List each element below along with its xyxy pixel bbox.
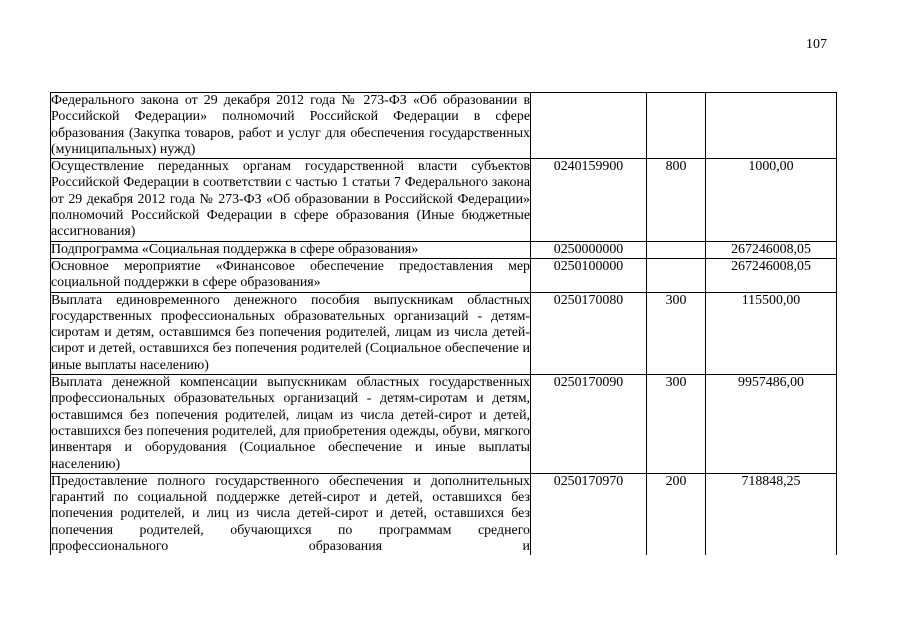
row-name: Федерального закона от 29 декабря 2012 года № 273-ФЗ «Об образовании в Российской Федерации» полномочий Российской Федерации в сфере образования (Закупка товаров, работ и услуг для обеспечения государственных (муниципальных) нужд) <box>51 93 530 157</box>
row-sum: 115500,00 <box>706 292 837 374</box>
table-row <box>51 258 837 292</box>
row-sum <box>706 93 837 159</box>
row-name: Осуществление переданных органам государственной власти субъектов Российской Федерации в соответствии с частью 1 статьи 7 Федерального закона от 29 декабря 2012 года № 273-ФЗ «Об образовании в Российской Федерации» полномочий Российской Федерации в сфере образования (Иные бюджетные ассигнования) <box>51 159 530 240</box>
row-code: 0250170090 <box>531 375 647 474</box>
row-code: 0250170970 <box>531 473 647 555</box>
row-sum: 267246008,05 <box>706 258 837 292</box>
row-code: 0250000000 <box>531 241 647 258</box>
table-row <box>51 93 837 159</box>
row-code: 0250170080 <box>531 292 647 374</box>
row-kvr: 300 <box>647 375 706 474</box>
table-row <box>51 292 837 374</box>
row-name: Подпрограмма «Социальная поддержка в сфере образования» <box>51 241 531 258</box>
row-code: 0240159900 <box>531 159 647 241</box>
row-kvr: 300 <box>647 292 706 374</box>
page-number: 107 <box>806 37 827 52</box>
row-code: 0250100000 <box>531 258 647 292</box>
table-row <box>51 159 837 241</box>
row-name: Выплата денежной компенсации выпускникам областных государственных профессиональных образовательных организаций - детям-сиротам и детям, оставшимся без попечения родителей, лицам из числа детей-сирот и детей, оставшихся без попечения родителей, для приобретения одежды, обуви, мягкого инвентаря и оборудования (Социальное обеспечение и иные выплаты населению) <box>51 375 530 472</box>
table-row <box>51 241 837 258</box>
budget-table <box>50 92 837 555</box>
row-kvr <box>647 93 706 159</box>
table-row <box>51 375 837 474</box>
row-kvr <box>647 258 706 292</box>
row-name: Предоставление полного государственного обеспечения и дополнительных гарантий по социальной поддержке детей-сирот и детей, оставшихся без попечения родителей, и лиц из числа детей-сирот и детей, оставшихся без попечения родителей, обучающихся по программам среднего профессионального образования и <box>51 473 530 555</box>
row-kvr: 200 <box>647 473 706 555</box>
row-kvr <box>647 241 706 258</box>
table-row <box>51 473 837 555</box>
row-kvr: 800 <box>647 159 706 241</box>
row-sum: 718848,25 <box>706 473 837 555</box>
row-name: Основное мероприятие «Финансовое обеспечение предоставления мер социальной поддержки в сфере образования» <box>51 258 530 291</box>
row-sum: 9957486,00 <box>706 375 837 474</box>
row-sum: 267246008,05 <box>706 241 837 258</box>
row-sum: 1000,00 <box>706 159 837 241</box>
row-name: Выплата единовременного денежного пособия выпускникам областных государственных профессиональных образовательных организаций - детям-сиротам и детям, оставшимся без попечения родителей, лицам из числа детей-сирот и детей, оставшихся без попечения родителей (Социальное обеспечение и иные выплаты населению) <box>51 292 530 373</box>
row-code <box>531 93 647 159</box>
